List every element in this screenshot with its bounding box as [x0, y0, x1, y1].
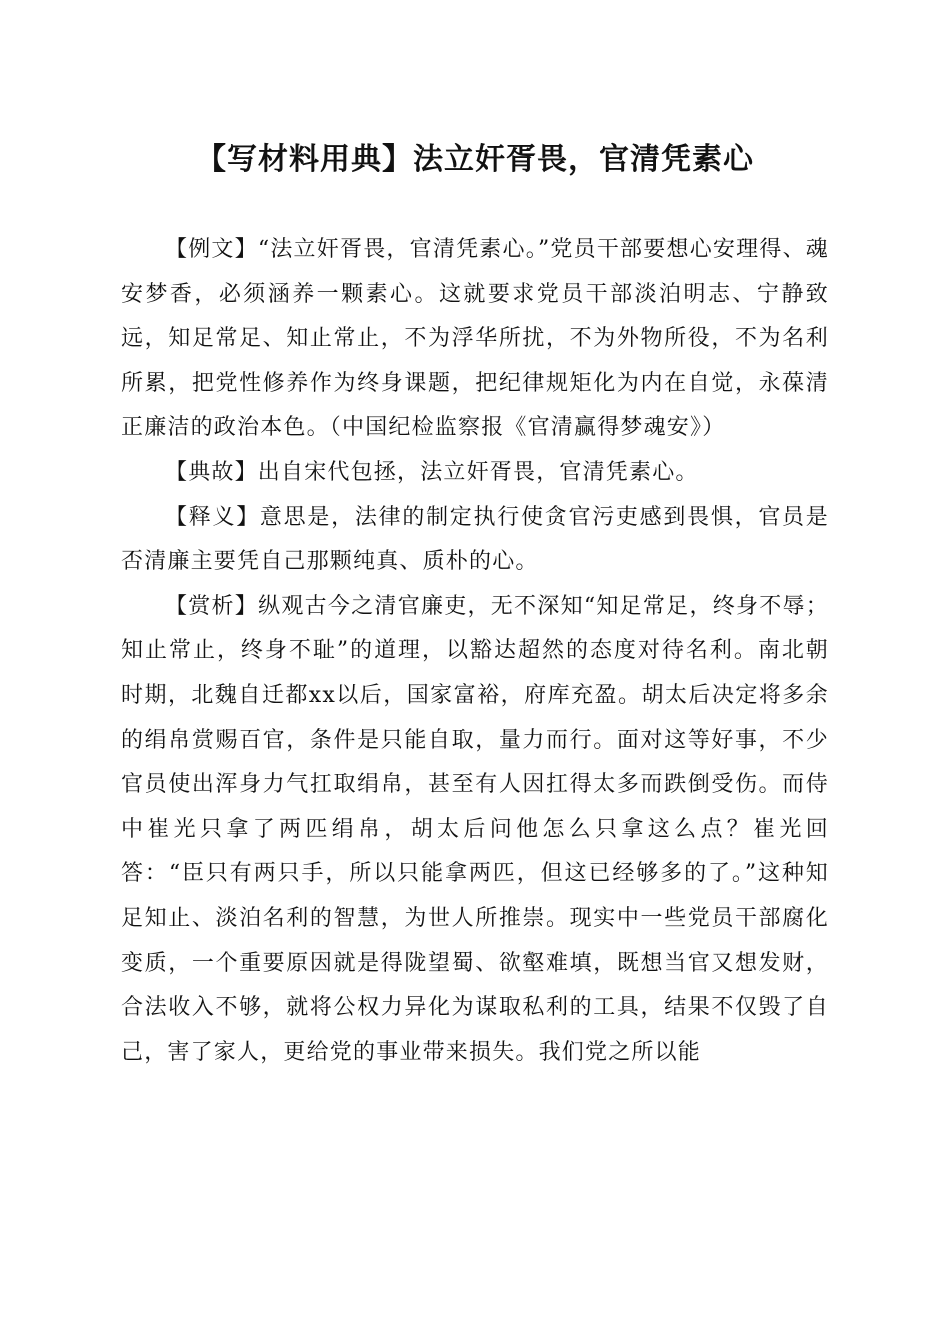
- paragraph-meaning: 【释义】意思是，法律的制定执行使贪官污吏感到畏惧，官员是否清廉主要凭自己那颗纯真、质朴的心。: [121, 504, 829, 575]
- document-title: 【写材料用典】法立奸胥畏，官清凭素心: [196, 142, 754, 177]
- document-body: [121, 228, 829, 1075]
- paragraph-allusion: 【典故】出自宋代包拯，法立奸胥畏，官清凭素心。: [165, 459, 699, 485]
- paragraph-analysis: 【赏析】纵观古今之清官廉吏，无不深知“知足常足，终身不辱；知止常止，终身不耻”的道理，以豁达超然的态度对待名利。南北朝时期，北魏自迁都xx以后，国家富裕，府库充盈。胡太后决定将多余的绢帛赏赐百官，条件是只能自取，量力而行。面对这等好事，不少官员使出浑身力气扛取绢帛，甚至有人因扛得太多而跌倒受伤。而侍中崔光只拿了两匹绢帛，胡太后问他怎么只拿这么点？崔光回答：“臣只有两只手，所以只能拿两匹，但这已经够多的了。”这种知足知止、淡泊名利的智慧，为世人所推崇。现实中一些党员干部腐化变质，一个重要原因就是得陇望蜀、欲壑难填，既想当官又想发财，合法收入不够，就将公权力异化为谋取私利的工具，结果不仅毁了自己，害了家人，更给党的事业带来损失。我们党之所以能: [121, 593, 829, 1065]
- paragraph-example: 【例文】“法立奸胥畏，官清凭素心。”党员干部要想心安理得、魂安梦香，必须涵养一颗素心。这就要求党员干部淡泊明志、宁静致远，知足常足、知止常止，不为浮华所扰，不为外物所役，不为名利所累，把党性修养作为终身课题，把纪律规矩化为内在自觉，永葆清正廉洁的政治本色。（中国纪检监察报《官清赢得梦魂安》）: [121, 237, 829, 441]
